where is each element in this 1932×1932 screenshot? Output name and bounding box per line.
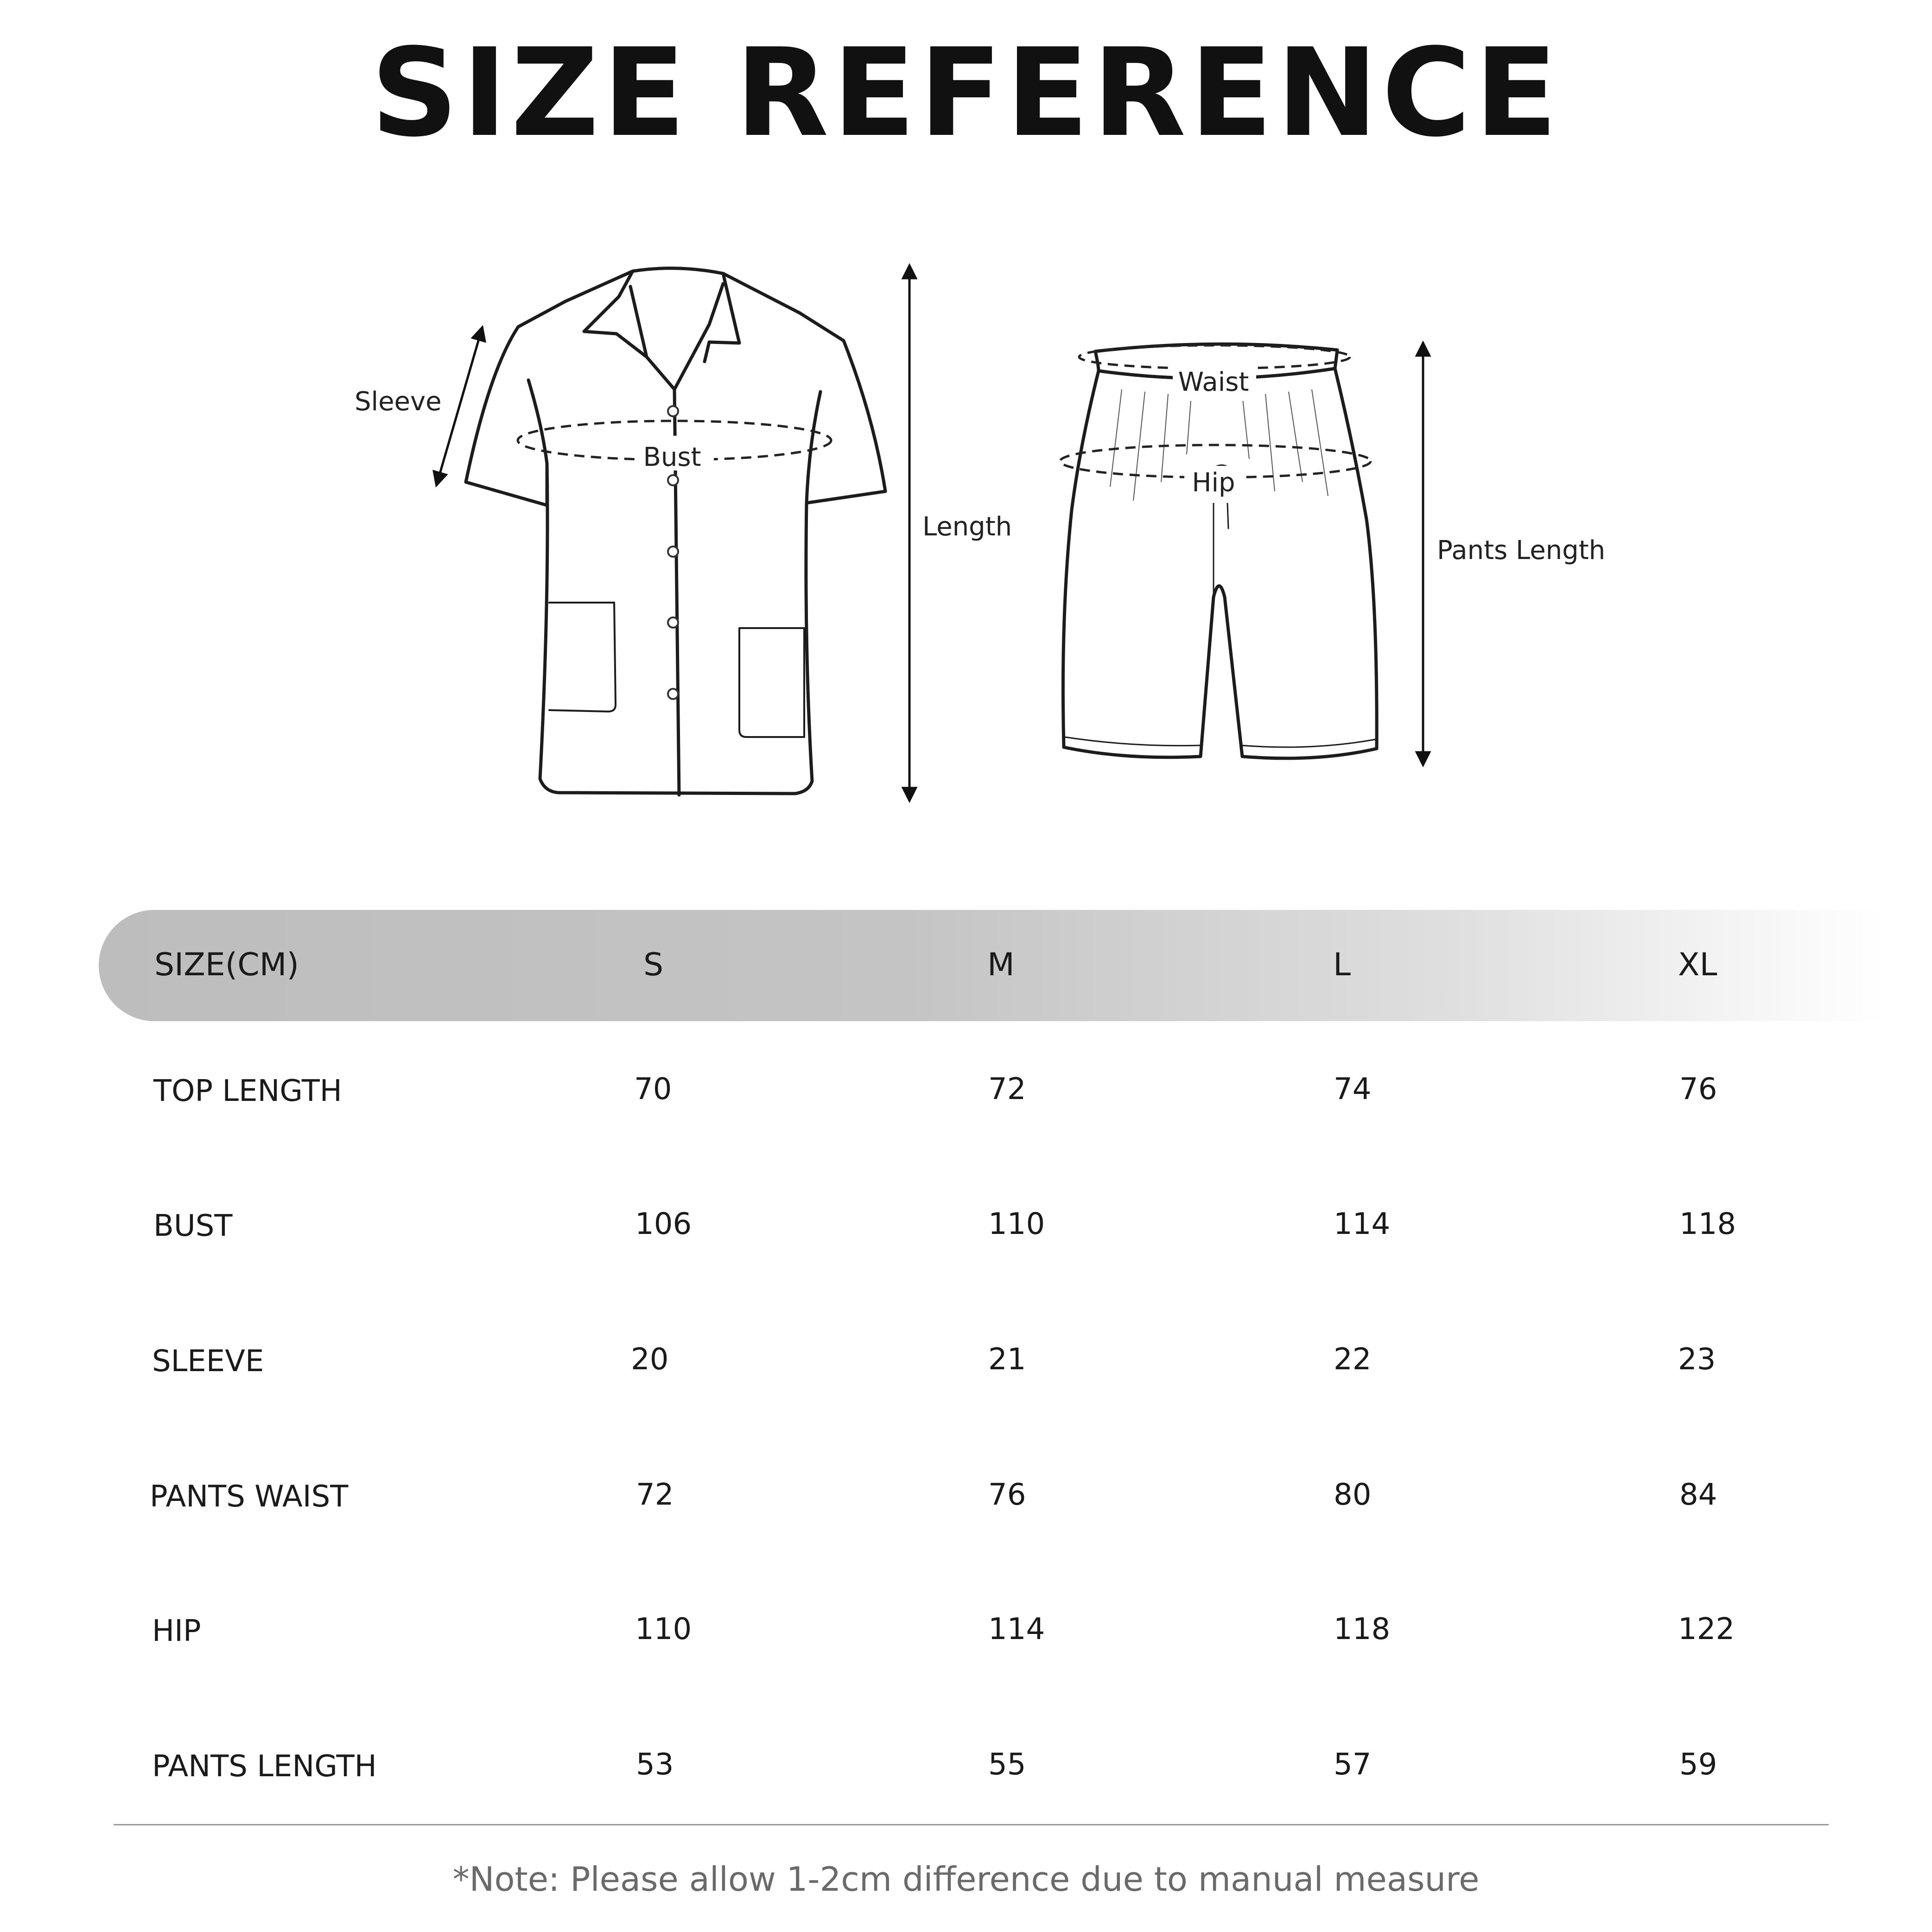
cell-xl: 84 bbox=[1679, 1478, 1717, 1512]
cell-xl: 59 bbox=[1679, 1748, 1717, 1782]
cell-xl: 122 bbox=[1678, 1612, 1735, 1646]
header-size-xl: XL bbox=[1678, 947, 1717, 983]
row-label: TOP LENGTH bbox=[153, 1074, 342, 1108]
row-label: PANTS LENGTH bbox=[152, 1749, 377, 1784]
cell-xl: 76 bbox=[1679, 1072, 1717, 1106]
cell-l: 74 bbox=[1334, 1072, 1372, 1106]
sleeve-arrow bbox=[438, 333, 481, 480]
header-size-s: S bbox=[643, 947, 664, 983]
cell-m: 76 bbox=[988, 1478, 1026, 1512]
cell-m: 114 bbox=[988, 1612, 1045, 1646]
cell-m: 110 bbox=[988, 1207, 1045, 1241]
cell-s: 106 bbox=[635, 1207, 692, 1241]
measurement-note: *Note: Please allow 1-2cm difference due to manual measure bbox=[452, 1860, 1480, 1899]
cell-m: 21 bbox=[988, 1342, 1026, 1377]
cell-l: 114 bbox=[1334, 1207, 1391, 1241]
page-title: SIZE REFERENCE bbox=[370, 22, 1562, 164]
cell-m: 55 bbox=[988, 1748, 1026, 1782]
hip-label: Hip bbox=[1192, 468, 1235, 498]
row-label: SLEEVE bbox=[152, 1344, 264, 1379]
cell-s: 53 bbox=[636, 1748, 674, 1782]
cell-s: 110 bbox=[635, 1612, 692, 1646]
length-label: Length bbox=[922, 512, 1012, 542]
cell-xl: 118 bbox=[1679, 1207, 1736, 1241]
pants-length-label: Pants Length bbox=[1437, 535, 1606, 566]
bust-label: Bust bbox=[643, 442, 701, 472]
cell-xl: 23 bbox=[1678, 1342, 1716, 1377]
cell-m: 72 bbox=[988, 1072, 1026, 1106]
row-label: HIP bbox=[152, 1614, 201, 1648]
cell-l: 22 bbox=[1334, 1342, 1372, 1377]
cell-s: 70 bbox=[634, 1072, 672, 1106]
cell-l: 118 bbox=[1334, 1612, 1391, 1646]
table-bottom-divider bbox=[114, 1824, 1829, 1825]
cell-l: 80 bbox=[1334, 1478, 1372, 1512]
cell-s: 20 bbox=[631, 1342, 669, 1377]
shirt-illustration bbox=[466, 268, 885, 795]
row-label: PANTS WAIST bbox=[150, 1480, 349, 1514]
garment-diagram bbox=[0, 0, 1932, 834]
sleeve-label: Sleeve bbox=[355, 387, 442, 417]
shorts-illustration bbox=[1063, 344, 1377, 758]
cell-l: 57 bbox=[1334, 1748, 1372, 1782]
header-size-cm: SIZE(CM) bbox=[154, 947, 299, 983]
header-size-l: L bbox=[1333, 947, 1351, 983]
waist-label: Waist bbox=[1178, 367, 1249, 397]
row-label: BUST bbox=[153, 1209, 233, 1243]
cell-s: 72 bbox=[636, 1478, 674, 1512]
header-size-m: M bbox=[987, 947, 1015, 983]
